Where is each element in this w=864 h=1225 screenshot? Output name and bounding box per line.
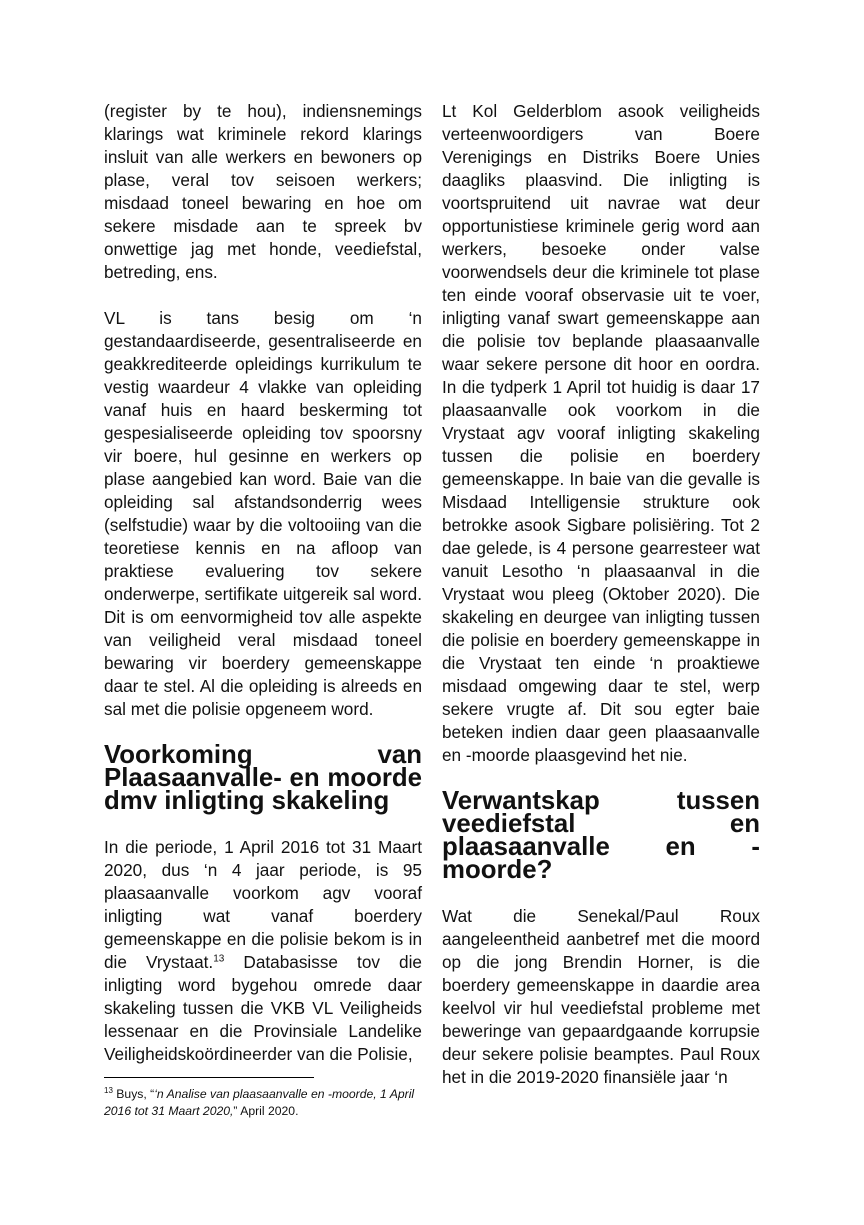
heading-stocktheft-relation: Verwantskap tussen veediefstal en plaasaanvalle en -moorde? (442, 787, 760, 884)
footnote-title: ‘n Analise van plaasaanvalle en -moorde, 1 April 2016 tot 31 Maart 2020, (104, 1087, 415, 1118)
paragraph-prevented-attacks-text-b: Databasisse tov die inligting word bygehou omrede daar skakeling tussen die VKB VL Veiligheids lessenaar en die Provinsiale Landelike Veiligheidskoördineerder van die Polisie, (104, 952, 422, 1064)
left-column (104, 100, 422, 1066)
paragraph-daily-liaison: Lt Kol Gelderblom asook veiligheids verteenwoordigers van Boere Verenigings en Distriks Boere Unies daagliks plaasvind. Die inligting is voortspruitend uit navrae wat deur opportunistiese kriminele gerig word aan werkers, besoeke onder valse voorwendsels deur die kriminele tot plase ten einde vooraf observasie uit te voer, inligting vanaf swart gemeenskappe aan die polisie tov beplande plaasaanvalle waar sekere persone dit hoor en oordra. In die tydperk 1 April tot huidig is daar 17 plaasaanvalle ook voorkom in die Vrystaat agv vooraf inligting skakeling tussen die polisie en boerdery gemeenskappe. In baie van die gevalle is Misdaad Intelligensie strukture ook betrokke asook Sigbare polisiëring. Tot 2 dae gelede, is 4 persone gearresteer wat vanuit Lesotho ‘n plaasaanval in die Vrystaat wou pleeg (Oktober 2020). Die skakeling en deurgee van inligting tussen die polisie en boerdery gemeenskappe in die Vrystaat ten einde ‘n proaktiewe misdaad omgewing daar te stel, werp sekere vrugte af. Dit sou egter baie beteken indien daar geen plaasaanvalle en -moorde plaasgevind het nie. (442, 101, 760, 765)
paragraph-training-clearances: (register by te hou), indiensnemings klarings wat kriminele rekord klarings insluit van alle werkers en bewoners op plase, veral tov seisoen werkers; misdaad toneel bewaring en hoe om sekere misdade aan te spreek bv onwettige jag met honde, veediefstal, betreding, ens. (104, 101, 422, 282)
heading-prevention-info-liaison: Voorkoming van Plaasaanvalle- en moorde dmv inligting skakeling (104, 741, 422, 815)
footnote-number: 13 (104, 1085, 113, 1095)
footnote (104, 1086, 424, 1120)
right-column (442, 100, 760, 1089)
footnote-reference[interactable]: 13 (213, 953, 225, 965)
paragraph-vl-curriculum: VL is tans besig om ‘n gestandaardiseerde, gesentraliseerde en geakkrediteerde opleidings kurrikulum te vestig waardeur 4 vlakke van opleiding vanaf huis en haard beskerming tot gespesialiseerde opleiding tov spoorsny vir boere, hul gesinne en werkers op plase aangebied kan word. Baie van die opleiding sal afstandsonderrig wees (selfstudie) waar by die voltooiing van die teoretiese kennis en na afloop van praktiese evaluering tov sekere onderwerpe, sertifikate uitgereik sal word. Dit is om eenvormigheid tov alle aspekte van veiligheid veral misdaad toneel bewaring vir boerdery gemeenskappe daar te stel. Al die opleiding is alreeds en sal met die polisie opgeneem word. (104, 308, 422, 719)
footnote-tail: ” April 2020. (233, 1104, 299, 1118)
paragraph-prevented-attacks (104, 836, 422, 1066)
footnote-separator (104, 1077, 314, 1078)
paragraph-senekal-paul-roux: Wat die Senekal/Paul Roux aangeleentheid aanbetref met die moord op die jong Brendin Horner, is die boerdery gemeenskappe in daardie area keelvol vir hul veediefstal probleme met beweringe van gepaardgaande korrupsie deur sekere polisie beamptes. Paul Roux het in die 2019-2020 finansiële jaar ‘n (442, 906, 760, 1087)
footnote-author: Buys, “ (112, 1087, 155, 1101)
paragraph-prevented-attacks-text-a: In die periode, 1 April 2016 tot 31 Maart 2020, dus ‘n 4 jaar periode, is 95 plaasaanvalle voorkom agv vooraf inligting wat vanaf boerdery gemeenskappe en die polisie bekom is in die Vrystaat. (104, 837, 422, 972)
